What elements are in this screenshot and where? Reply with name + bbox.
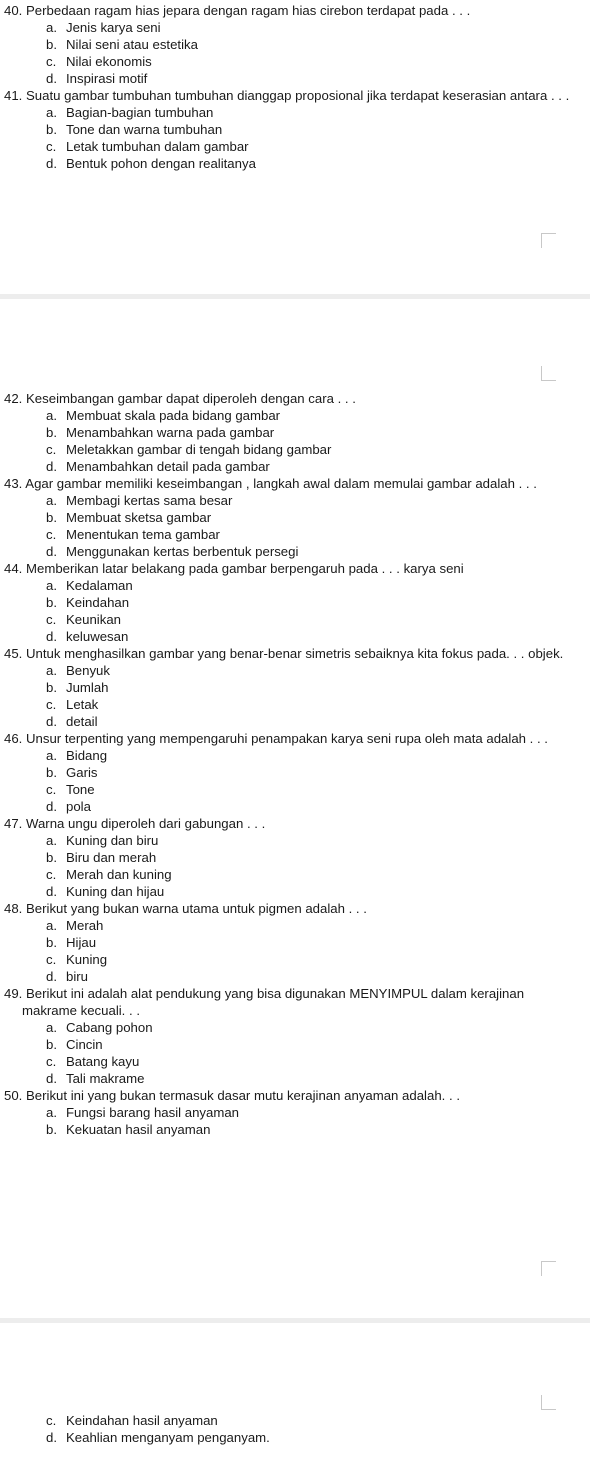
answer-option	[46, 441, 590, 458]
option-text: Letak tumbuhan dalam gambar	[66, 139, 249, 154]
answer-option	[46, 458, 590, 475]
question-45	[0, 645, 590, 730]
option-letter: a.	[46, 1020, 57, 1035]
question-46	[0, 730, 590, 815]
option-letter: c.	[46, 139, 57, 154]
option-text: Menambahkan warna pada gambar	[66, 425, 275, 440]
option-text: Bidang	[66, 748, 108, 763]
option-letter: b.	[46, 595, 57, 610]
question-text	[4, 730, 582, 747]
option-text: keluwesan	[66, 629, 129, 644]
option-letter: b.	[46, 680, 57, 695]
answer-option	[46, 36, 590, 53]
option-letter: b.	[46, 37, 57, 52]
question-43	[0, 475, 590, 560]
option-letter: b.	[46, 935, 57, 950]
option-letter: a.	[46, 918, 57, 933]
option-letter: c.	[46, 527, 57, 542]
question-body: Berikut ini adalah alat pendukung yang bisa digunakan MENYIMPUL dalam kerajinan makrame kecuali. . .	[22, 986, 525, 1018]
question-body: Agar gambar memiliki keseimbangan , langkah awal dalam memulai gambar adalah . . .	[25, 476, 537, 491]
option-letter: c.	[46, 1054, 57, 1069]
option-text: Nilai seni atau estetika	[66, 37, 198, 52]
option-letter: b.	[46, 510, 57, 525]
option-letter: d.	[46, 1430, 57, 1445]
question-text	[4, 900, 582, 917]
page-3-options	[0, 1412, 590, 1446]
question-number: 45.	[4, 646, 23, 661]
question-number: 41.	[4, 88, 23, 103]
question-text	[4, 390, 582, 407]
option-letter: d.	[46, 714, 57, 729]
answer-option	[46, 509, 590, 526]
page-2-questions	[0, 390, 590, 1138]
option-letter: d.	[46, 544, 57, 559]
question-body: Suatu gambar tumbuhan tumbuhan dianggap proposional jika terdapat keserasian antara . . .	[26, 88, 570, 103]
option-text: Kuning dan biru	[66, 833, 159, 848]
question-number: 47.	[4, 816, 23, 831]
option-letter: a.	[46, 493, 57, 508]
page-divider	[0, 294, 590, 299]
option-text: Merah dan kuning	[66, 867, 172, 882]
answer-option	[46, 883, 590, 900]
option-text: Keunikan	[66, 612, 121, 627]
answer-option	[46, 1019, 590, 1036]
question-text	[4, 1087, 582, 1104]
answer-option	[46, 155, 590, 172]
option-text: Keindahan	[66, 595, 130, 610]
question-text	[4, 87, 582, 104]
option-letter: d.	[46, 884, 57, 899]
answer-option	[46, 832, 590, 849]
option-letter: d.	[46, 629, 57, 644]
option-letter: b.	[46, 1122, 57, 1137]
option-text: Jumlah	[66, 680, 109, 695]
option-text: Menambahkan detail pada gambar	[66, 459, 270, 474]
option-text: Membuat skala pada bidang gambar	[66, 408, 281, 423]
option-text: Benyuk	[66, 663, 110, 678]
option-text: Nilai ekonomis	[66, 54, 152, 69]
answer-option	[46, 713, 590, 730]
option-text: Bentuk pohon dengan realitanya	[66, 156, 256, 171]
answer-option	[46, 662, 590, 679]
question-text	[4, 560, 582, 577]
option-text: Inspirasi motif	[66, 71, 148, 86]
option-letter: d.	[46, 799, 57, 814]
option-text: Membuat sketsa gambar	[66, 510, 212, 525]
option-text: Garis	[66, 765, 98, 780]
option-letter: a.	[46, 663, 57, 678]
option-text: Kuning dan hijau	[66, 884, 165, 899]
question-number: 50.	[4, 1088, 23, 1103]
question-number: 48.	[4, 901, 23, 916]
page-divider	[0, 1318, 590, 1323]
option-letter: d.	[46, 969, 57, 984]
option-text: Bagian-bagian tumbuhan	[66, 105, 214, 120]
option-text: Hijau	[66, 935, 97, 950]
answer-option	[46, 764, 590, 781]
option-letter: c.	[46, 54, 57, 69]
answer-option	[46, 1104, 590, 1121]
question-body: Berikut ini yang bukan termasuk dasar mutu kerajinan anyaman adalah. . .	[26, 1088, 460, 1103]
answer-option	[46, 747, 590, 764]
option-text: Keindahan hasil anyaman	[66, 1413, 218, 1428]
answer-option	[46, 934, 590, 951]
option-letter: c.	[46, 952, 57, 967]
answer-option	[46, 1070, 590, 1087]
option-letter: d.	[46, 71, 57, 86]
option-letter: b.	[46, 1037, 57, 1052]
answer-option	[46, 19, 590, 36]
option-letter: c.	[46, 1413, 57, 1428]
option-text: Jenis karya seni	[66, 20, 161, 35]
answer-option	[46, 424, 590, 441]
answer-option	[46, 696, 590, 713]
answer-option	[46, 917, 590, 934]
answer-option	[46, 679, 590, 696]
option-letter: a.	[46, 748, 57, 763]
option-text: Merah	[66, 918, 104, 933]
answer-option	[46, 121, 590, 138]
answer-option	[46, 492, 590, 509]
answer-option	[46, 849, 590, 866]
option-text: Biru dan merah	[66, 850, 157, 865]
question-number: 43.	[4, 476, 23, 491]
question-41	[0, 87, 590, 172]
option-text: Kedalaman	[66, 578, 133, 593]
option-text: Tone dan warna tumbuhan	[66, 122, 223, 137]
option-text: Keahlian menganyam penganyam.	[66, 1430, 270, 1445]
option-text: detail	[66, 714, 98, 729]
answer-option	[46, 1412, 590, 1429]
option-letter: b.	[46, 850, 57, 865]
question-number: 40.	[4, 3, 23, 18]
answer-option	[46, 104, 590, 121]
question-body: Memberikan latar belakang pada gambar berpengaruh pada . . . karya seni	[26, 561, 464, 576]
option-letter: c.	[46, 867, 57, 882]
option-letter: a.	[46, 833, 57, 848]
question-number: 49.	[4, 986, 23, 1001]
question-body: Keseimbangan gambar dapat diperoleh dengan cara . . .	[26, 391, 356, 406]
option-letter: d.	[46, 156, 57, 171]
question-body: Perbedaan ragam hias jepara dengan ragam hias cirebon terdapat pada . . .	[26, 3, 471, 18]
option-text: Kuning	[66, 952, 108, 967]
answer-option	[46, 53, 590, 70]
crop-corner-top	[541, 1261, 556, 1276]
question-text	[4, 475, 582, 492]
question-text	[4, 645, 582, 662]
question-text	[4, 2, 582, 19]
question-body: Berikut yang bukan warna utama untuk pigmen adalah . . .	[26, 901, 367, 916]
question-number: 44.	[4, 561, 23, 576]
option-letter: a.	[46, 105, 57, 120]
answer-option	[46, 543, 590, 560]
option-text: Cabang pohon	[66, 1020, 153, 1035]
crop-corner-top	[541, 233, 556, 248]
option-letter: a.	[46, 20, 57, 35]
option-letter: b.	[46, 425, 57, 440]
question-47	[0, 815, 590, 900]
option-letter: c.	[46, 782, 57, 797]
option-letter: c.	[46, 442, 57, 457]
answer-option	[46, 781, 590, 798]
question-40	[0, 2, 590, 87]
answer-option	[46, 611, 590, 628]
answer-option	[46, 1429, 590, 1446]
option-text: Meletakkan gambar di tengah bidang gambar	[66, 442, 332, 457]
crop-corner-bottom	[541, 1395, 556, 1410]
answer-option	[46, 407, 590, 424]
option-letter: a.	[46, 408, 57, 423]
answer-option	[46, 1053, 590, 1070]
option-text: biru	[66, 969, 88, 984]
answer-option	[46, 968, 590, 985]
option-letter: c.	[46, 697, 57, 712]
question-text	[4, 985, 582, 1019]
question-text	[4, 815, 582, 832]
answer-option	[46, 1036, 590, 1053]
option-letter: d.	[46, 459, 57, 474]
option-letter: b.	[46, 122, 57, 137]
question-number: 46.	[4, 731, 23, 746]
question-44	[0, 560, 590, 645]
option-text: pola	[66, 799, 91, 814]
option-text: Tone	[66, 782, 95, 797]
answer-option	[46, 1121, 590, 1138]
option-letter: c.	[46, 612, 57, 627]
option-text: Kekuatan hasil anyaman	[66, 1122, 211, 1137]
answer-option	[46, 594, 590, 611]
question-49	[0, 985, 590, 1087]
option-text: Cincin	[66, 1037, 103, 1052]
option-letter: d.	[46, 1071, 57, 1086]
answer-option	[46, 577, 590, 594]
option-letter: a.	[46, 1105, 57, 1120]
option-text: Menentukan tema gambar	[66, 527, 220, 542]
option-letter: a.	[46, 578, 57, 593]
question-body: Unsur terpenting yang mempengaruhi penampakan karya seni rupa oleh mata adalah . . .	[26, 731, 548, 746]
question-48	[0, 900, 590, 985]
option-letter: b.	[46, 765, 57, 780]
answer-option	[46, 526, 590, 543]
answer-option	[46, 951, 590, 968]
answer-option	[46, 70, 590, 87]
question-body: Untuk menghasilkan gambar yang benar-benar simetris sebaiknya kita fokus pada. . . objek.	[26, 646, 564, 661]
question-50	[0, 1087, 590, 1138]
question-body: Warna ungu diperoleh dari gabungan . . .	[26, 816, 266, 831]
option-text: Fungsi barang hasil anyaman	[66, 1105, 240, 1120]
answer-option	[46, 628, 590, 645]
option-text: Letak	[66, 697, 99, 712]
question-42	[0, 390, 590, 475]
question-number: 42.	[4, 391, 23, 406]
page-1-questions	[0, 2, 590, 172]
answer-option	[46, 798, 590, 815]
answer-option	[46, 866, 590, 883]
option-text: Menggunakan kertas berbentuk persegi	[66, 544, 299, 559]
answer-option	[46, 138, 590, 155]
option-text: Tali makrame	[66, 1071, 145, 1086]
option-text: Membagi kertas sama besar	[66, 493, 233, 508]
option-text: Batang kayu	[66, 1054, 140, 1069]
crop-corner-bottom	[541, 366, 556, 381]
